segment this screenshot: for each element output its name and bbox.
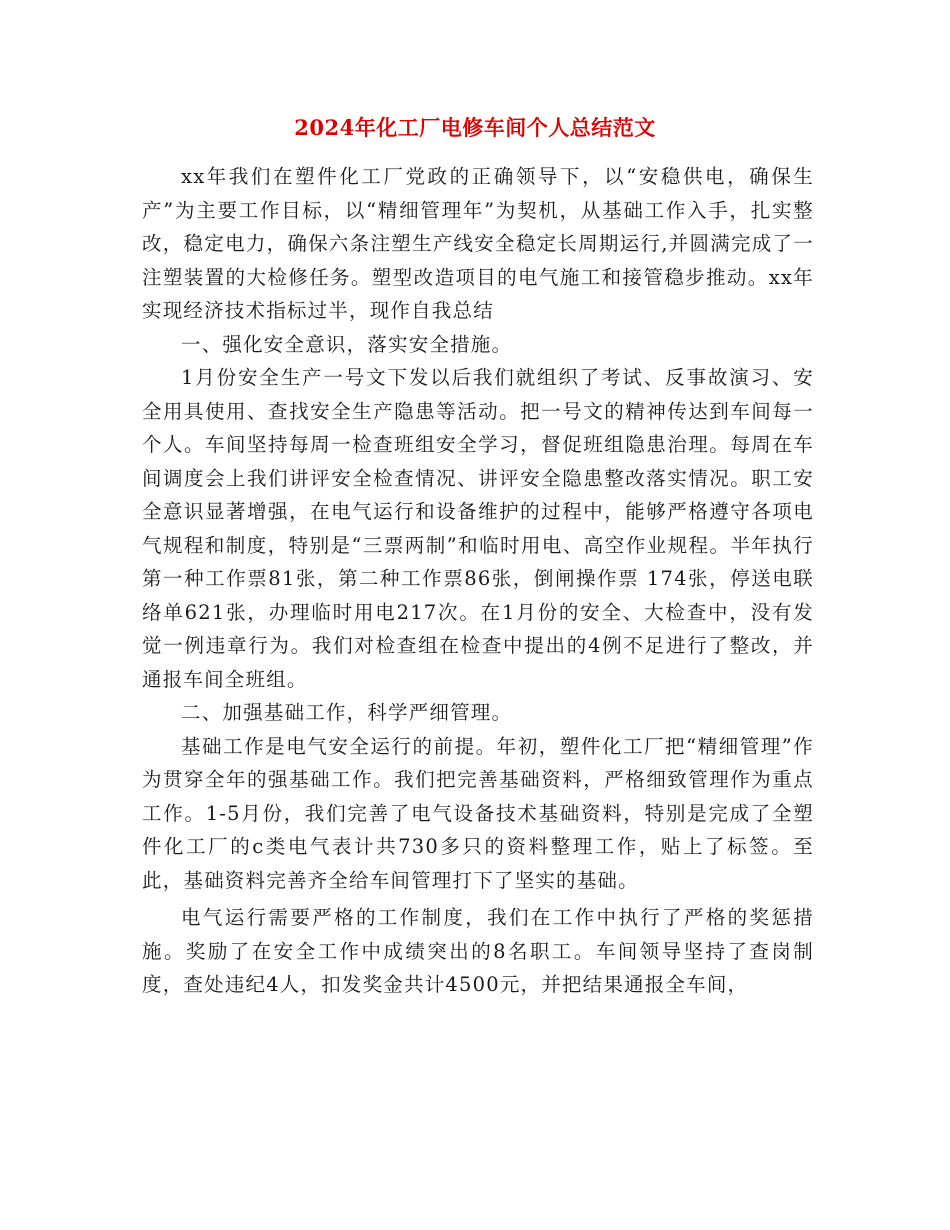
document-title: 2024年化工厂电修车间个人总结范文 — [294, 115, 656, 140]
section-heading-basics: 二、加强基础工作，科学严细管理。 — [181, 701, 513, 724]
rules-paragraph: 电气运行需要严格的工作制度，我们在工作中执行了严格的奖惩措施。奖励了在安全工作中成绩突出的8名职工。车间领导坚持了查岗制度，查处违纪4人，扣发奖金共计4500元，并把结果通报全车间， — [142, 906, 814, 996]
basics-paragraph: 基础工作是电气安全运行的前提。年初，塑件化工厂把“精细管理”作为贯穿全年的强基础工作。我们把完善基础资料，严格细致管理作为重点工作。1-5月份，我们完善了电气设备技术基础资料，特别是完成了全塑件化工厂的c类电气表计共730多只的资料整理工作，贴上了标签。至此，基础资料完善齐全给车间管理打下了坚实的基础。 — [142, 734, 814, 892]
document-body — [142, 160, 814, 1002]
section-heading-safety: 一、强化安全意识，落实安全措施。 — [181, 332, 513, 356]
safety-paragraph: 1月份安全生产一号文下发以后我们就组织了考试、反事故演习、安全用具使用、查找安全生产隐患等活动。把一号文的精神传达到车间每一个人。车间坚持每周一检查班组安全学习，督促班组隐患治理。每周在车间调度会上我们讲评安全检查情况、讲评安全隐患整改落实情况。职工安全意识显著增强，在电气运行和设备维护的过程中，能够严格遵守各项电气规程和制度，特别是“三票两制”和临时用电、高空作业规程。半年执行第一种工作票81张，第二种工作票86张，倒闸操作票 174张，停送电联络单621张，办理临时用电217次。在1月份的安全、大检查中，没有发觉一例违章行为。我们对检查组在检查中提出的4例不足进行了整改，并通报车间全班组。 — [142, 366, 814, 691]
intro-paragraph: xx年我们在塑件化工厂党政的正确领导下，以“安稳供电，确保生产”为主要工作目标，以“精细管理年”为契机，从基础工作入手，扎实整改，稳定电力，确保六条注塑生产线安全稳定长周期运行,并圆满完成了一注塑装置的大检修任务。塑型改造项目的电气施工和接管稳步推动。xx年实现经济技术指标过半，现作自我总结 — [142, 165, 814, 322]
